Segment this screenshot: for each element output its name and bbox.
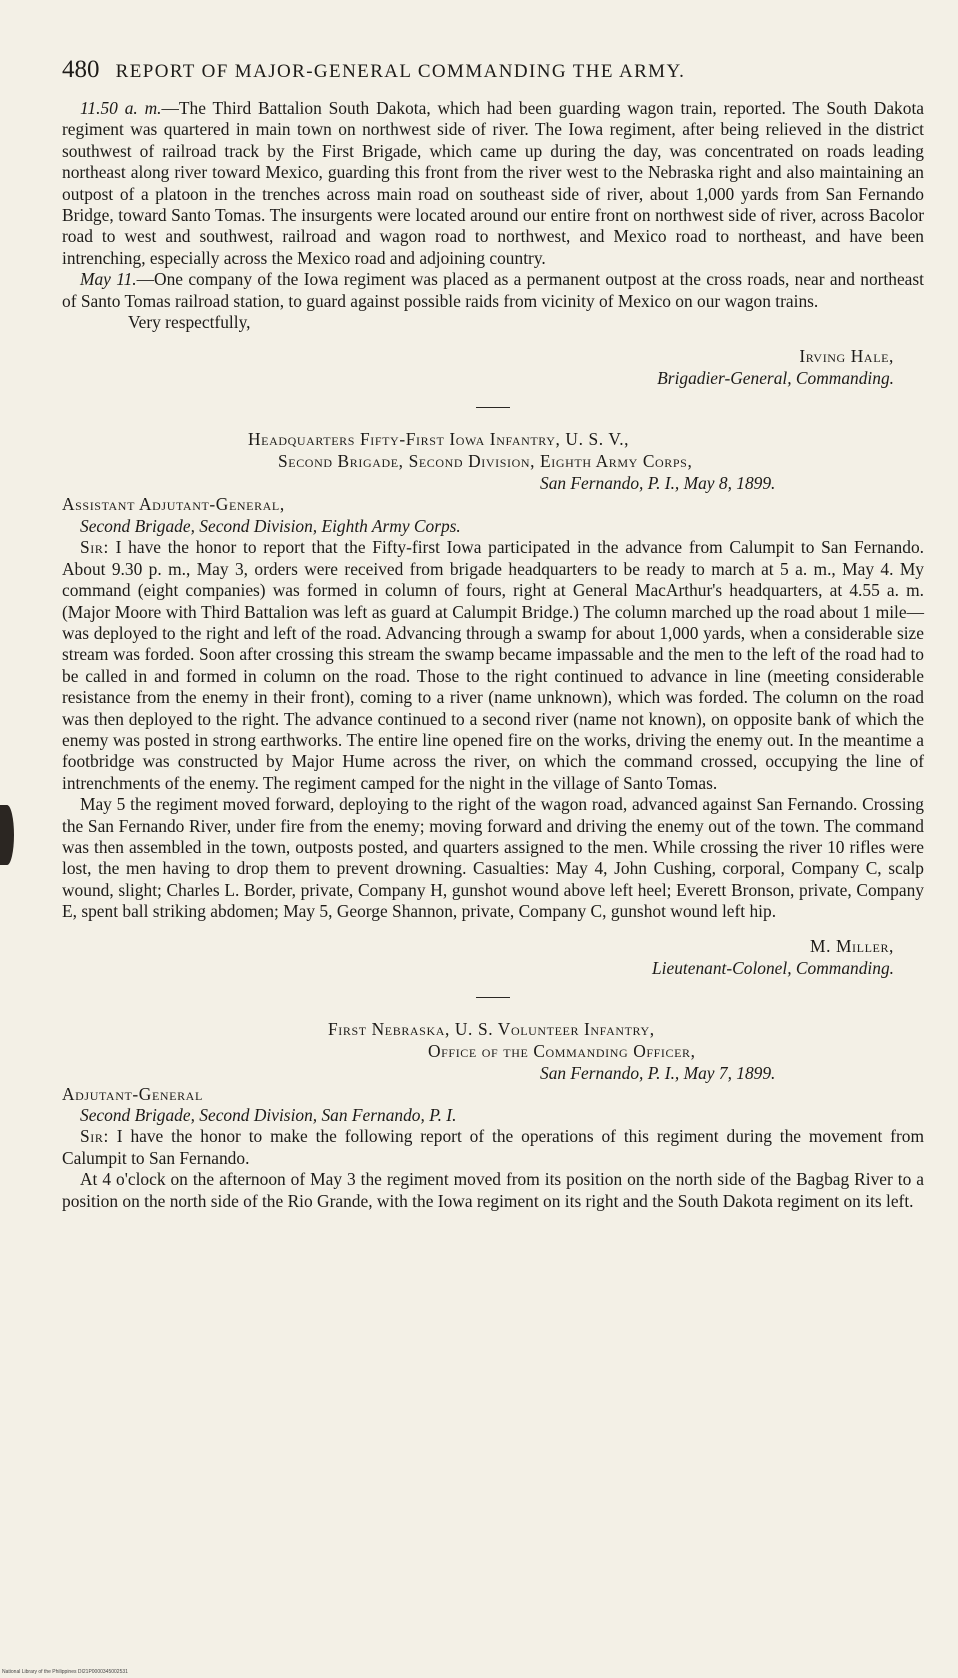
letterhead-nebraska [62,1018,924,1084]
addressee-line-1: Adjutant-General [62,1083,203,1104]
paragraph-text: —The Third Battalion South Dakota, which had been guarding wagon train, reported. The South Dakota regiment was quartered in main town on northwest side of river. The Iowa regiment, after being relieved in the district southwest of railroad track by the First Brigade, which came up during the day, was concentrated on roads leading northeast along river toward Mexico, guarding this front from the river west to the Nebraska right and also maintaining an outpost of a platoon in the trenches across main road on southeast side of river, about 1,000 yards from San Fernando Bridge, toward Santo Tomas. The insurgents were located around our entire front on northwest side of river, across Bacolor road to west and southwest, railroad and wagon road to northwest, and Mexico road to northeast, and have been intrenching, especially across the Mexico road and adjoining country. [62,98,924,268]
paragraph-text: I have the honor to make the following report of the operations of this regiment during the movement from Calumpit to San Fernando. [62,1126,924,1168]
scan-blot [0,805,14,865]
paragraph-may5 [62,794,924,922]
signer-title: Brigadier-General, Commanding. [657,368,894,389]
addressee-line-2: Second Brigade, Second Division, Eighth Army Corps. [80,515,461,536]
date-label: May 11. [80,269,137,290]
paragraph-text: May 5 the regiment moved forward, deploying to the right of the wagon road, advanced against San Fernando. Crossing the San Fernando River, under fire from the enemy; moving forward and driving the enemy out of the town. The command was then assembled in the town, outposts posted, and quarters assigned to the men. While crossing the river 10 rifles were lost, the men having to drop them to prevent drowning. Casualties: May 4, John Cushing, corporal, Company C, scalp wound, slight; Charles L. Border, private, Company H, gunshot wound above left heel; Everett Bronson, private, Company E, spent ball striking abdomen; May 5, George Shannon, private, Company C, gunshot wound left hip. [62,794,924,922]
page-header [62,56,924,84]
signer-name: M. Miller, [810,935,894,956]
page-number: 480 [62,56,100,83]
signature-block-hale [62,345,924,389]
signer-name: Irving Hale, [799,346,894,367]
letterhead-line-2: Second Brigade, Second Division, Eighth Army Corps, [278,451,693,472]
running-title: REPORT OF MAJOR-GENERAL COMMANDING THE ARMY. [115,61,686,82]
closing-phrase: Very respectfully, [128,312,251,333]
section-divider [476,997,510,998]
addressee-block [62,494,924,537]
signer-title: Lieutenant-Colonel, Commanding. [651,957,894,978]
paragraph-1150 [62,98,924,269]
letterhead-line-1: First Nebraska, U. S. Volunteer Infantry, [328,1018,655,1039]
time-label: 11.50 a. m. [80,98,162,118]
letterhead-iowa [62,428,924,494]
addressee-line-2: Second Brigade, Second Division, San Fernando, P. I. [80,1105,457,1125]
addressee-line-1: Assistant Adjutant-General, [62,494,285,515]
paragraph-text: At 4 o'clock on the afternoon of May 3 the regiment moved from its position on the north side of the Bagbag River to a position on the north side of the Rio Grande, with the Iowa regiment on its right and the South Dakota regiment on its left. [62,1169,924,1211]
addressee-block [62,1084,924,1127]
scan-credit: National Library of the Philippines DI21P0000345002531 [2,1669,128,1675]
paragraph-nebraska-report [62,1126,924,1169]
paragraph-iowa-report [62,537,924,794]
document-page [62,56,924,1212]
letterhead-place-date: San Fernando, P. I., May 8, 1899. [540,473,776,494]
salutation: Sir: [80,537,109,558]
paragraph-text: —One company of the Iowa regiment was placed as a permanent outpost at the cross roads, near and northeast of Santo Tomas railroad station, to guard against possible raids from vicinity of Mexico on our wagon trains. [62,269,924,311]
paragraph-may3 [62,1169,924,1212]
letterhead-place-date: San Fernando, P. I., May 7, 1899. [540,1062,776,1083]
signature-block-miller [62,935,924,979]
letterhead-line-2: Office of the Commanding Officer, [428,1040,696,1061]
salutation: Sir: [80,1126,109,1147]
paragraph-text: I have the honor to report that the Fifty-first Iowa participated in the advance from Calumpit to San Fernando. About 9.30 p. m., May 3, orders were received from brigade headquarters to be ready to march at 5 a. m., May 4. My command (eight companies) was formed in column of fours, right at General MacArthur's headquarters, at 4.55 a. m. (Major Moore with Third Battalion was left as guard at Calumpit Bridge.) The column marched up the road about 1 mile—was deployed to the right and left of the road. Advancing through a swamp for about 1,000 yards, when a considerable size stream was forded. Soon after crossing this stream the swamp became impassable and the men to the left of the road had to be called in and formed in column on the road. Those to the right continued to advance in line (meeting considerable resistance from the enemy in their front), coming to a river (name unknown), which was forded. The column on the road was then deployed to the right. The advance continued to a second river (name not known), on opposite bank of which the enemy was posted in strong earthworks. The entire line opened fire on the works, driving the enemy out. In the meantime a footbridge was constructed by Major Hume across the river, on which the command crossed, occupying the line of intrenchments of the enemy. The regiment camped for the night in the village of Santo Tomas. [62,537,924,793]
section-divider [476,407,510,408]
letterhead-line-1: Headquarters Fifty-First Iowa Infantry, U. S. V., [248,429,630,450]
paragraph-may11 [62,269,924,312]
